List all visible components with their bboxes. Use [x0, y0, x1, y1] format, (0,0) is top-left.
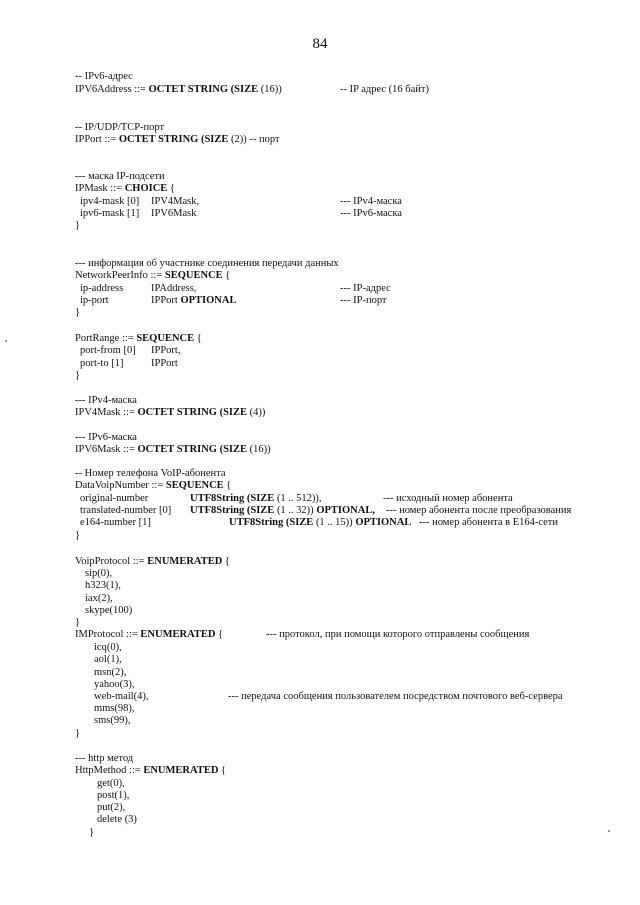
comment-web-mail: --- передача сообщения пользователем посредством почтового веб-сервера	[228, 691, 563, 702]
field-type: IPPort OPTIONAL	[151, 295, 237, 306]
keyword: OCTET STRING (SIZE	[118, 134, 229, 145]
def-network-peer-info	[75, 269, 230, 282]
def-ipmask	[75, 182, 175, 195]
comment-ip-address-16: -- IP адрес (16 байт)	[340, 84, 429, 95]
enum-item: icq(0),	[94, 642, 122, 653]
enum-item: aol(1),	[94, 654, 122, 665]
open-brace: {	[222, 556, 230, 567]
enum-item: h323(1),	[85, 580, 121, 591]
field-name: ip-port	[80, 295, 109, 306]
field-name: ipv4-mask [0]	[80, 196, 140, 207]
close-brace: }	[75, 220, 81, 231]
field-comment: --- IPv4-маска	[340, 196, 402, 207]
enum-item: sip(0),	[85, 568, 113, 579]
type-name: IPV6Address ::=	[75, 84, 149, 95]
close-brace: }	[75, 617, 81, 628]
comment-ipport: -- IP/UDP/TCP-порт	[75, 122, 165, 133]
field-name: port-to [1]	[80, 358, 124, 369]
keyword: OCTET STRING (SIZE	[148, 84, 259, 95]
enum-item: put(2),	[97, 802, 126, 813]
type-name: IPV6Mask ::=	[75, 444, 138, 455]
type-name: IPMask ::=	[75, 183, 125, 194]
field-type: UTF8String (SIZE (1 .. 512)),	[190, 493, 322, 504]
field-type: IPPort,	[151, 345, 181, 356]
field-name: ipv6-mask [1]	[80, 208, 140, 219]
comment-ipv4-mask: --- IPv4-маска	[75, 395, 137, 406]
keyword: SEQUENCE	[164, 270, 223, 281]
type-name: DataVoipNumber ::=	[75, 480, 166, 491]
size-value: (16))	[258, 84, 282, 95]
def-ipv6-mask	[75, 443, 271, 456]
type-name: HttpMethod ::=	[75, 765, 144, 776]
comment-voip-number: -- Номер телефона VoIP-абонента	[75, 468, 226, 479]
size-value: (4))	[247, 407, 266, 418]
keyword: SEQUENCE	[165, 480, 224, 491]
enum-item: mms(98),	[94, 703, 135, 714]
comment-ipv6-address: -- IPv6-адрес	[75, 71, 133, 82]
comment-ipv6-mask: --- IPv6-маска	[75, 432, 137, 443]
field-type: UTF8String (SIZE (1 .. 15)) OPTIONAL	[229, 517, 412, 528]
open-brace: {	[218, 765, 227, 776]
field-comment: --- IPv6-маска	[340, 208, 402, 219]
size-value: (16))	[247, 444, 271, 455]
close-brace: }	[75, 370, 81, 381]
keyword: CHOICE	[124, 183, 168, 194]
def-http-method	[75, 764, 226, 777]
open-brace: {	[215, 629, 224, 640]
field-name: translated-number [0]	[80, 505, 172, 516]
open-brace: {	[222, 270, 231, 281]
enum-item: delete (3)	[97, 814, 137, 825]
type-name: IMProtocol ::=	[75, 629, 141, 640]
close-brace: }	[75, 728, 81, 739]
field-name: e164-number [1]	[80, 517, 151, 528]
def-ipv4-mask	[75, 406, 265, 419]
comment-peer-info: --- информация об участнике соединения передачи данных	[75, 258, 339, 269]
page-number: 84	[312, 36, 328, 52]
keyword: ENUMERATED	[140, 629, 216, 640]
type-name: IPPort ::=	[75, 134, 119, 145]
field-type: IPPort	[151, 358, 178, 369]
enum-item: get(0),	[97, 778, 125, 789]
enum-item: yahoo(3),	[94, 679, 135, 690]
enum-item: iax(2),	[85, 593, 113, 604]
field-comment: --- IP-порт	[340, 295, 387, 306]
enum-item: post(1),	[97, 790, 130, 801]
size-value: (2)) -- порт	[228, 134, 280, 145]
type-name: PortRange ::=	[75, 333, 137, 344]
field-type: IPV6Mask	[151, 208, 197, 219]
field-name: port-from [0]	[80, 345, 136, 356]
field-type: UTF8String (SIZE (1 .. 32)) OPTIONAL,	[190, 505, 375, 516]
def-ipv6-address	[75, 83, 282, 96]
field-type: IPAddress,	[151, 283, 197, 294]
scan-speck	[5, 340, 7, 342]
type-name: VoipProtocol ::=	[75, 556, 148, 567]
def-im-protocol	[75, 628, 223, 641]
field-comment: --- IP-адрес	[340, 283, 391, 294]
close-brace: }	[75, 307, 81, 318]
comment-ipmask: --- маска IP-подсети	[75, 171, 165, 182]
keyword: OCTET STRING (SIZE	[137, 407, 248, 418]
keyword: OCTET STRING (SIZE	[137, 444, 248, 455]
def-data-voip-number	[75, 479, 231, 492]
field-comment: --- номер абонента в E164-сети	[419, 517, 559, 528]
field-type: IPV4Mask,	[151, 196, 200, 207]
open-brace: {	[167, 183, 175, 194]
field-name: ip-address	[80, 283, 124, 294]
close-brace: }	[89, 827, 95, 838]
scan-speck	[608, 830, 610, 832]
type-name: NetworkPeerInfo ::=	[75, 270, 165, 281]
comment-im-protocol: --- протокол, при помощи которого отправлены сообщения	[266, 629, 530, 640]
enum-item: web-mail(4),	[94, 691, 149, 702]
open-brace: {	[223, 480, 232, 491]
enum-item: skype(100)	[85, 605, 133, 616]
def-ipport	[75, 133, 280, 146]
keyword: ENUMERATED	[143, 765, 219, 776]
field-comment: --- исходный номер абонента	[383, 493, 513, 504]
enum-item: msn(2),	[94, 667, 127, 678]
type-name: IPV4Mask ::=	[75, 407, 138, 418]
field-name: original-number	[80, 493, 149, 504]
enum-item: sms(99),	[94, 715, 131, 726]
field-comment: --- номер абонента после преобразования	[386, 505, 572, 516]
keyword: ENUMERATED	[147, 556, 223, 567]
comment-http-method: --- http метод	[75, 753, 134, 764]
keyword: SEQUENCE	[136, 333, 195, 344]
close-brace: }	[75, 530, 81, 541]
open-brace: {	[194, 333, 202, 344]
